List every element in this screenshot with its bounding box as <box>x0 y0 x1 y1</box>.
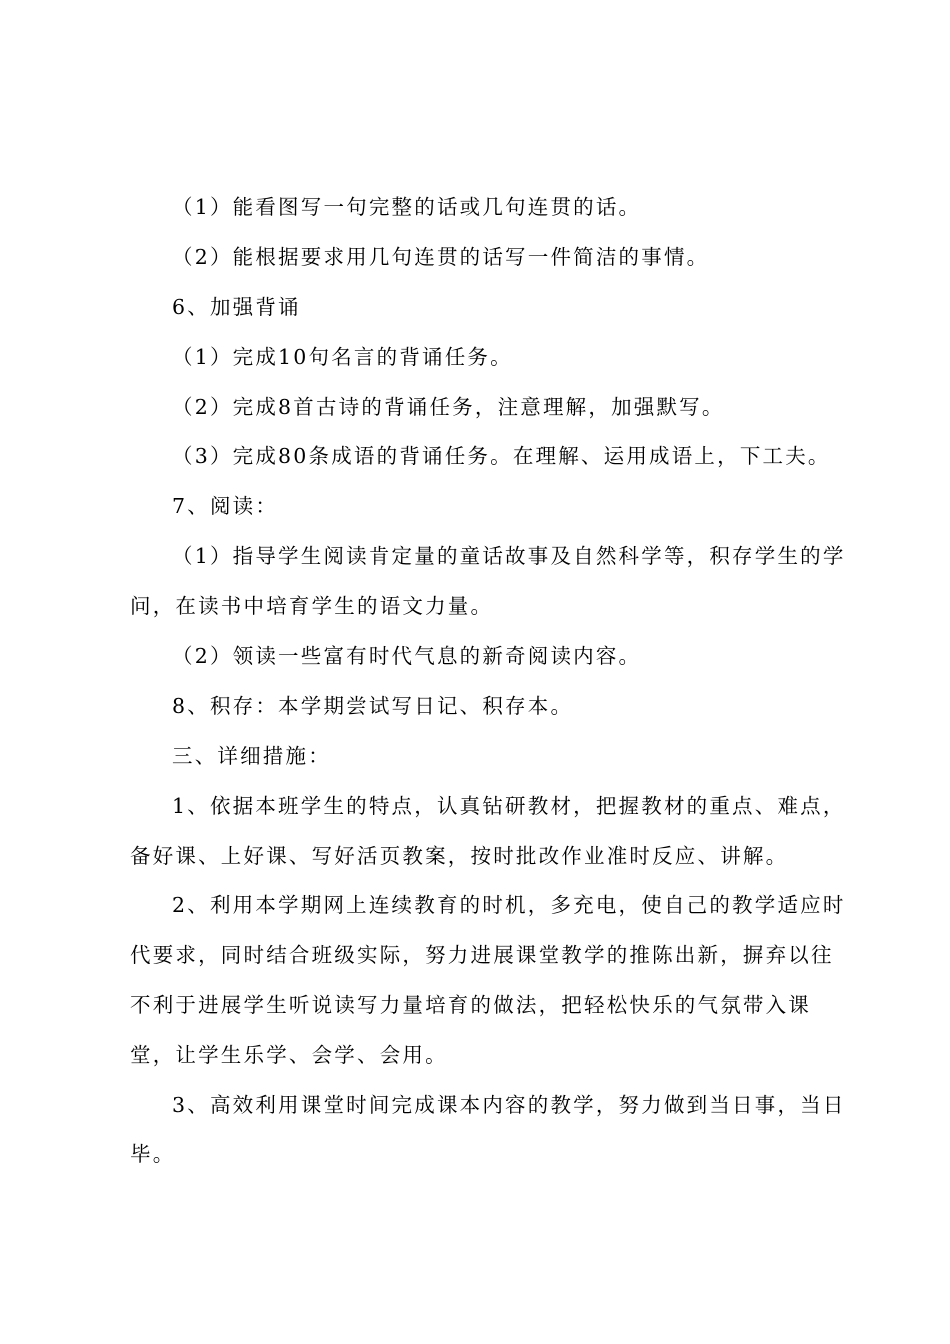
text-line: 堂，让学生乐学、会学、会用。 <box>130 1043 448 1067</box>
text-line: （3）完成80条成语的背诵任务。在理解、运用成语上，下工夫。 <box>172 444 831 468</box>
text-line: 备好课、上好课、写好活页教案，按时批改作业准时反应、讲解。 <box>130 844 789 868</box>
text-line: （1）完成10句名言的背诵任务。 <box>172 345 513 369</box>
text-line: 代要求，同时结合班级实际，努力进展课堂教学的推陈出新，摒弃以往 <box>130 943 834 967</box>
text-line: （1）指导学生阅读肯定量的童话故事及自然科学等，积存学生的学 <box>172 544 846 568</box>
text-line: 1、依据本班学生的特点，认真钻研教材，把握教材的重点、难点， <box>172 794 846 818</box>
section-heading: 8、积存：本学期尝试写日记、积存本。 <box>172 694 574 718</box>
text-line: （2）完成8首古诗的背诵任务，注意理解，加强默写。 <box>172 395 725 419</box>
section-heading: 7、阅读： <box>172 494 279 518</box>
section-heading: 6、加强背诵 <box>172 295 301 319</box>
text-line: 问，在读书中培育学生的语文力量。 <box>130 594 494 618</box>
text-line: 2、利用本学期网上连续教育的时机，多充电，使自己的教学适应时 <box>172 893 846 917</box>
text-line: 不利于进展学生听说读写力量培育的做法，把轻松快乐的气氛带入课 <box>130 993 811 1017</box>
text-line: （1）能看图写一句完整的话或几句连贯的话。 <box>172 195 642 219</box>
text-line: （2）领读一些富有时代气息的新奇阅读内容。 <box>172 644 642 668</box>
section-heading: 三、详细措施： <box>172 744 331 768</box>
text-line: 毕。 <box>130 1142 176 1166</box>
text-line: （2）能根据要求用几句连贯的话写一件简洁的事情。 <box>172 245 710 269</box>
text-line: 3、高效利用课堂时间完成课本内容的教学，努力做到当日事，当日 <box>172 1093 846 1117</box>
